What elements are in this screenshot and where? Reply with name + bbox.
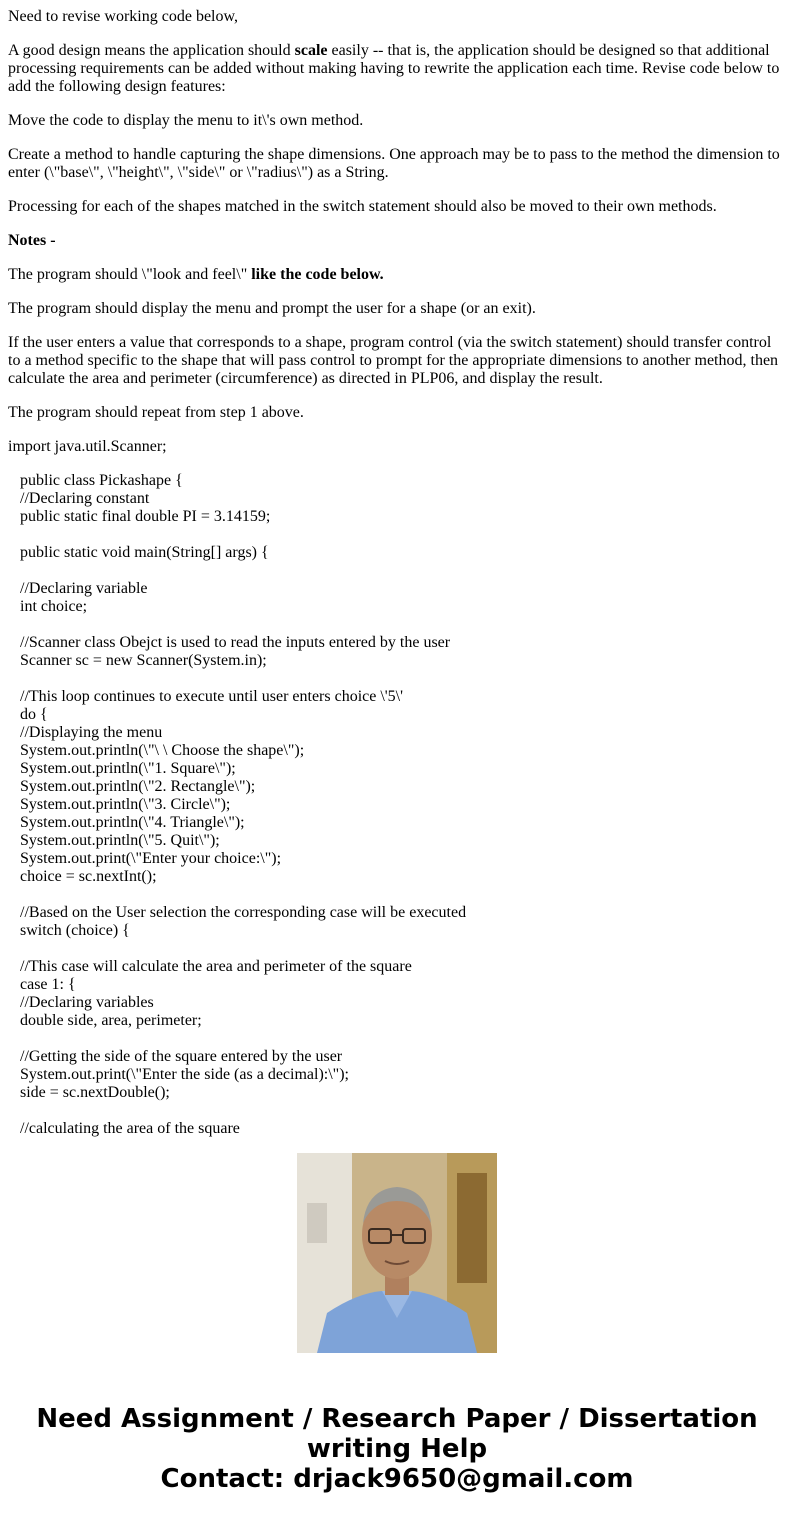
code-line: switch (choice) { <box>20 922 130 939</box>
code-line: System.out.println(\"\ \ Choose the shape\"); <box>20 742 305 759</box>
code-blank-line <box>20 616 786 634</box>
intro-paragraph: Need to revise working code below, <box>8 8 238 25</box>
code-line: public static final double PI = 3.14159; <box>20 508 271 525</box>
code-line: //calculating the area of the square <box>20 1120 240 1137</box>
note-paragraph: The program should display the menu and prompt the user for a shape (or an exit). <box>8 300 536 317</box>
feel-paragraph <box>8 266 786 284</box>
code-line: choice = sc.nextInt(); <box>20 868 157 885</box>
code-line: public class Pickashape { <box>20 472 183 489</box>
note-paragraph: The program should repeat from step 1 above. <box>8 404 304 421</box>
code-line: //This case will calculate the area and perimeter of the square <box>20 958 412 975</box>
code-blank-line <box>20 940 786 958</box>
code-line: System.out.print(\"Enter your choice:\"); <box>20 850 282 867</box>
requirement-paragraph: Create a method to handle capturing the shape dimensions. One approach may be to pass to the method the dimension to enter (\"base\", \"height\", \"side\" or \"radius\") as a String. <box>8 146 780 181</box>
code-blank-line <box>20 886 786 904</box>
question-text <box>8 0 786 1137</box>
code-line: Scanner sc = new Scanner(System.in); <box>20 652 267 669</box>
code-line: //Scanner class Obejct is used to read the inputs entered by the user <box>20 634 451 651</box>
code-line: System.out.println(\"4. Triangle\"); <box>20 814 245 831</box>
code-line: case 1: { <box>20 976 76 993</box>
design-text-post: easily -- that is, the application should be designed so that additional processing requirements can be added without making having to rewrite the application each time. Revise code below to add the following design features: <box>8 42 780 95</box>
requirement-paragraph: Move the code to display the menu to it\'s own method. <box>8 112 364 129</box>
code-line: public static void main(String[] args) { <box>20 544 269 561</box>
code-line: //Declaring variables <box>20 994 154 1011</box>
requirement-paragraph: Processing for each of the shapes matched in the switch statement should also be moved to their own methods. <box>8 198 717 215</box>
footer-contact: Contact: drjack9650@gmail.com <box>160 1464 634 1494</box>
code-line: double side, area, perimeter; <box>20 1012 202 1029</box>
import-line: import java.util.Scanner; <box>8 438 167 455</box>
author-avatar <box>297 1153 497 1353</box>
code-line: //Based on the User selection the corresponding case will be executed <box>20 904 467 921</box>
code-line: //This loop continues to execute until user enters choice \'5\' <box>20 688 403 705</box>
code-line: System.out.print(\"Enter the side (as a decimal):\"); <box>20 1066 349 1083</box>
design-paragraph <box>8 42 786 96</box>
contact-footer <box>0 1404 794 1494</box>
code-blank-line <box>20 670 786 688</box>
design-text-bold: scale <box>294 42 328 59</box>
code-blank-line <box>20 562 786 580</box>
code-blank-line <box>20 1102 786 1120</box>
design-text-pre: A good design means the application should <box>8 42 295 59</box>
code-line: System.out.println(\"2. Rectangle\"); <box>20 778 256 795</box>
code-line: //Displaying the menu <box>20 724 163 741</box>
footer-line: Need Assignment / Research Paper / Dissertation <box>36 1404 758 1434</box>
code-line: //Declaring variable <box>20 580 148 597</box>
avatar-photo <box>297 1153 497 1353</box>
code-line: side = sc.nextDouble(); <box>20 1084 170 1101</box>
footer-line: writing Help <box>306 1434 488 1464</box>
code-block <box>20 472 786 1138</box>
feel-text-pre: The program should \"look and feel\" <box>8 266 252 283</box>
code-line: System.out.println(\"3. Circle\"); <box>20 796 231 813</box>
code-line: System.out.println(\"1. Square\"); <box>20 760 236 777</box>
notes-heading: Notes - <box>8 232 56 249</box>
code-line: System.out.println(\"5. Quit\"); <box>20 832 220 849</box>
code-blank-line <box>20 526 786 544</box>
code-line: do { <box>20 706 48 723</box>
code-line: //Declaring constant <box>20 490 150 507</box>
code-line: int choice; <box>20 598 88 615</box>
note-paragraph: If the user enters a value that corresponds to a shape, program control (via the switch statement) should transfer control to a method specific to the shape that will pass control to prompt for the appropriate dimensions to another method, then calculate the area and perimeter (circumference) as directed in PLP06, and display the result. <box>8 334 779 387</box>
code-line: //Getting the side of the square entered by the user <box>20 1048 343 1065</box>
code-blank-line <box>20 1030 786 1048</box>
feel-text-bold: like the code below. <box>251 266 384 283</box>
